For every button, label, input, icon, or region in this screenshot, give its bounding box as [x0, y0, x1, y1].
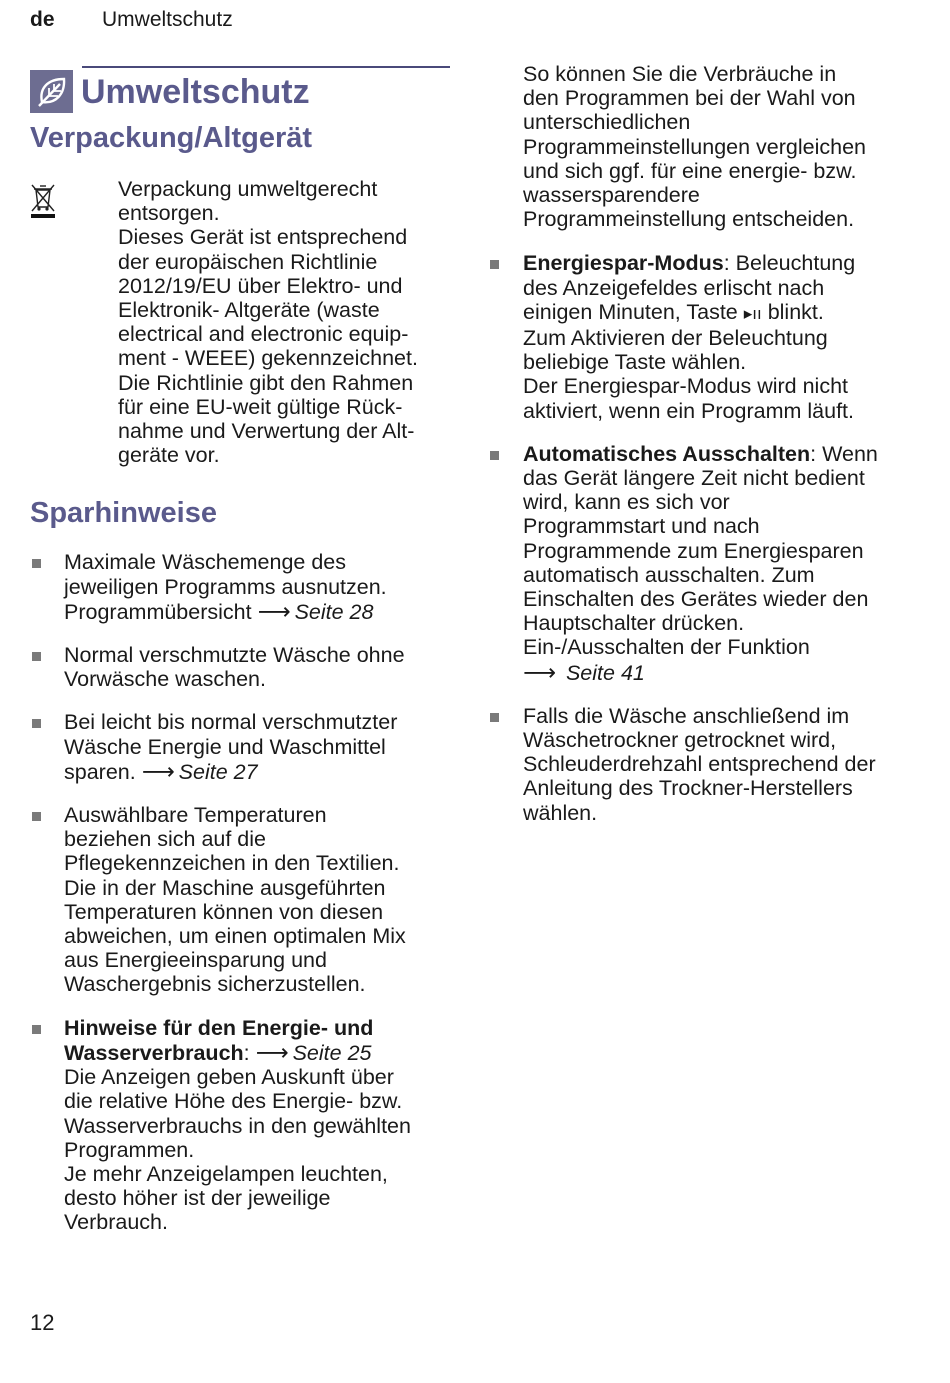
text-line: [523, 300, 908, 326]
text-line: Die in der Maschine ausgeführten: [64, 875, 386, 900]
text-line: aktiviert, wenn ein Programm läuft.: [523, 398, 854, 423]
page-reference-link[interactable]: Seite 27: [178, 759, 258, 784]
inline-text: blinkt.: [761, 299, 824, 324]
text-line: Programmeinstellungen vergleichen: [523, 134, 866, 159]
text-line: desto höher ist der jeweilige: [64, 1186, 331, 1211]
text-line: Auswählbare Temperaturen: [64, 803, 327, 828]
text-line: [64, 599, 450, 624]
ref-prefix: sparen.: [64, 759, 142, 784]
text-line: wird, kann es sich vor: [523, 490, 730, 515]
heading-rule: [82, 66, 450, 68]
bullet-square-icon: [32, 652, 41, 661]
ref-prefix: Programmübersicht: [64, 599, 258, 624]
bullet-square-icon: [32, 1025, 41, 1034]
text-line: des Anzeigefeldes erlischt nach: [523, 275, 825, 300]
text-line: Die Richtlinie gibt den Rahmen: [118, 370, 414, 395]
text-line: Maximale Wäschemenge des: [64, 550, 347, 575]
text-line: Bei leicht bis normal verschmutzter: [64, 710, 398, 735]
sparhinweise-heading: Sparhinweise: [30, 497, 217, 530]
text-line: Der Energiespar-Modus wird nicht: [523, 374, 849, 399]
arrow-right-icon: ⟶: [523, 658, 556, 685]
text-line: Dieses Gerät ist entsprechend: [118, 225, 408, 250]
intro-paragraph: [523, 62, 908, 231]
list-item: [488, 251, 908, 422]
text-line: nahme und Verwertung der Alt-: [118, 419, 415, 444]
list-item: [30, 710, 450, 784]
text-line: Schleuderdrehzahl entsprechend der: [523, 752, 876, 777]
left-column: [30, 66, 450, 1254]
play-pause-icon: ▸ıı: [743, 303, 762, 323]
text-line: Verbrauch.: [64, 1210, 168, 1235]
text-line: Temperaturen können von diesen: [64, 899, 384, 924]
arrow-right-icon: ⟶: [255, 1038, 289, 1065]
text-line: Wäsche Energie und Waschmittel: [64, 734, 386, 759]
list-item: [30, 550, 450, 624]
text-line: Einschalten des Gerätes wieder den: [523, 587, 869, 612]
bullet-square-icon: [32, 559, 41, 568]
weee-text: [118, 177, 450, 467]
language-code: de: [30, 8, 55, 31]
page-reference-link[interactable]: Seite 28: [294, 599, 374, 624]
text-line: entsorgen.: [118, 201, 220, 226]
text-line: und sich ggf. für eine energie- bzw.: [523, 158, 857, 183]
text-line: Zum Aktivieren der Beleuchtung: [523, 326, 828, 351]
text-line: Hauptschalter drücken.: [523, 611, 745, 636]
inline-text: : Beleuchtung: [723, 251, 856, 276]
inline-text: : Wenn: [810, 441, 878, 466]
text-line: abweichen, um einen optimalen Mix: [64, 924, 406, 949]
bullet-square-icon: [490, 713, 499, 722]
page-number: 12: [30, 1310, 55, 1335]
page-reference-link[interactable]: Seite 25: [292, 1040, 372, 1065]
arrow-right-icon: ⟶: [257, 597, 291, 624]
text-line: ment - WEEE) gekennzeichnet.: [118, 346, 418, 371]
text-line: Programmen.: [64, 1137, 195, 1162]
text-line: automatisch ausschalten. Zum: [523, 562, 815, 587]
section-title: Umweltschutz: [81, 72, 310, 111]
inline-text: einigen Minuten, Taste: [523, 299, 744, 324]
text-line: Waschergebnis sicherzustellen.: [64, 972, 366, 997]
text-line: Elektronik- Altgeräte (waste: [118, 298, 380, 323]
text-line: Wäschetrockner getrocknet wird,: [523, 728, 837, 753]
bullet-square-icon: [490, 451, 499, 460]
text-line: 2012/19/EU über Elektro- und: [118, 273, 403, 298]
list-item: [30, 643, 450, 691]
text-line: Programmstart und nach: [523, 514, 760, 539]
text-line: Vorwäsche waschen.: [64, 667, 266, 692]
text-line: jeweiligen Programms ausnutzen.: [64, 574, 387, 599]
text-line: den Programmen bei der Wahl von: [523, 86, 856, 111]
text-line: electrical and electronic equip-: [118, 322, 409, 347]
list-item: [30, 1016, 450, 1235]
weee-block: [30, 177, 450, 467]
sparhinweise-list: [30, 550, 450, 1234]
text-line: [64, 1040, 450, 1065]
text-line: wassersparendere: [523, 183, 700, 208]
bold-label: Hinweise für den Energie- und: [64, 1015, 374, 1040]
text-line: [523, 442, 908, 466]
text-line: beliebige Taste wählen.: [523, 350, 747, 375]
bullet-square-icon: [490, 260, 499, 269]
text-line: aus Energieeinsparung und: [64, 948, 327, 973]
bold-label: Energiespar-Modus: [523, 251, 724, 276]
text-line: die relative Höhe des Energie- bzw.: [64, 1089, 403, 1114]
bullet-square-icon: [32, 719, 41, 728]
list-item: [488, 704, 908, 825]
text-line: [64, 1016, 450, 1040]
text-line: [523, 251, 908, 275]
text-line: Wasserverbrauchs in den gewählten: [64, 1113, 411, 1138]
text-line: Programmeinstellung entscheiden.: [523, 207, 855, 232]
text-line: der europäischen Richtlinie: [118, 249, 378, 274]
text-line: [64, 759, 450, 784]
list-item: [488, 442, 908, 685]
text-line: Anleitung des Trockner-Herstellers: [523, 776, 853, 801]
page-header: [30, 8, 233, 32]
text-line: unterschiedlichen: [523, 110, 691, 135]
text-line: Programmende zum Energiesparen: [523, 538, 864, 563]
text-line: Normal verschmutzte Wäsche ohne: [64, 643, 405, 668]
text-line: Je mehr Anzeigelampen leuchten,: [64, 1161, 388, 1186]
right-list: [488, 251, 908, 824]
crossed-bin-icon: [30, 183, 56, 224]
header-title: Umweltschutz: [102, 8, 233, 31]
text-line: geräte vor.: [118, 443, 220, 468]
verpackung-heading: Verpackung/Altgerät: [30, 122, 313, 154]
list-item: [30, 803, 450, 997]
text-line: wählen.: [523, 800, 598, 825]
text-line: beziehen sich auf die: [64, 827, 267, 852]
arrow-right-icon: ⟶: [141, 757, 175, 784]
page-reference-link[interactable]: Seite 41: [565, 660, 645, 685]
bullet-square-icon: [32, 812, 41, 821]
text-line: für eine EU-weit gültige Rück-: [118, 394, 403, 419]
text-line: So können Sie die Verbräuche in: [523, 62, 837, 86]
text-line: Verpackung umweltgerecht: [118, 177, 378, 201]
text-line: Falls die Wäsche anschließend im: [523, 703, 850, 728]
bold-label: Wasserverbrauch: [64, 1040, 244, 1065]
text-line: Ein-/Ausschalten der Funktion: [523, 635, 810, 660]
bold-label: Automatisches Ausschalten: [523, 441, 811, 466]
text-line: [523, 660, 908, 685]
text-line: Pflegekennzeichen in den Textilien.: [64, 851, 400, 876]
text-line: Die Anzeigen geben Auskunft über: [64, 1065, 394, 1090]
text-line: das Gerät längere Zeit nicht bedient: [523, 466, 865, 491]
leaf-icon: [30, 70, 73, 113]
colon-text: :: [243, 1040, 256, 1065]
section-heading: [30, 66, 450, 114]
right-column: [488, 62, 908, 844]
